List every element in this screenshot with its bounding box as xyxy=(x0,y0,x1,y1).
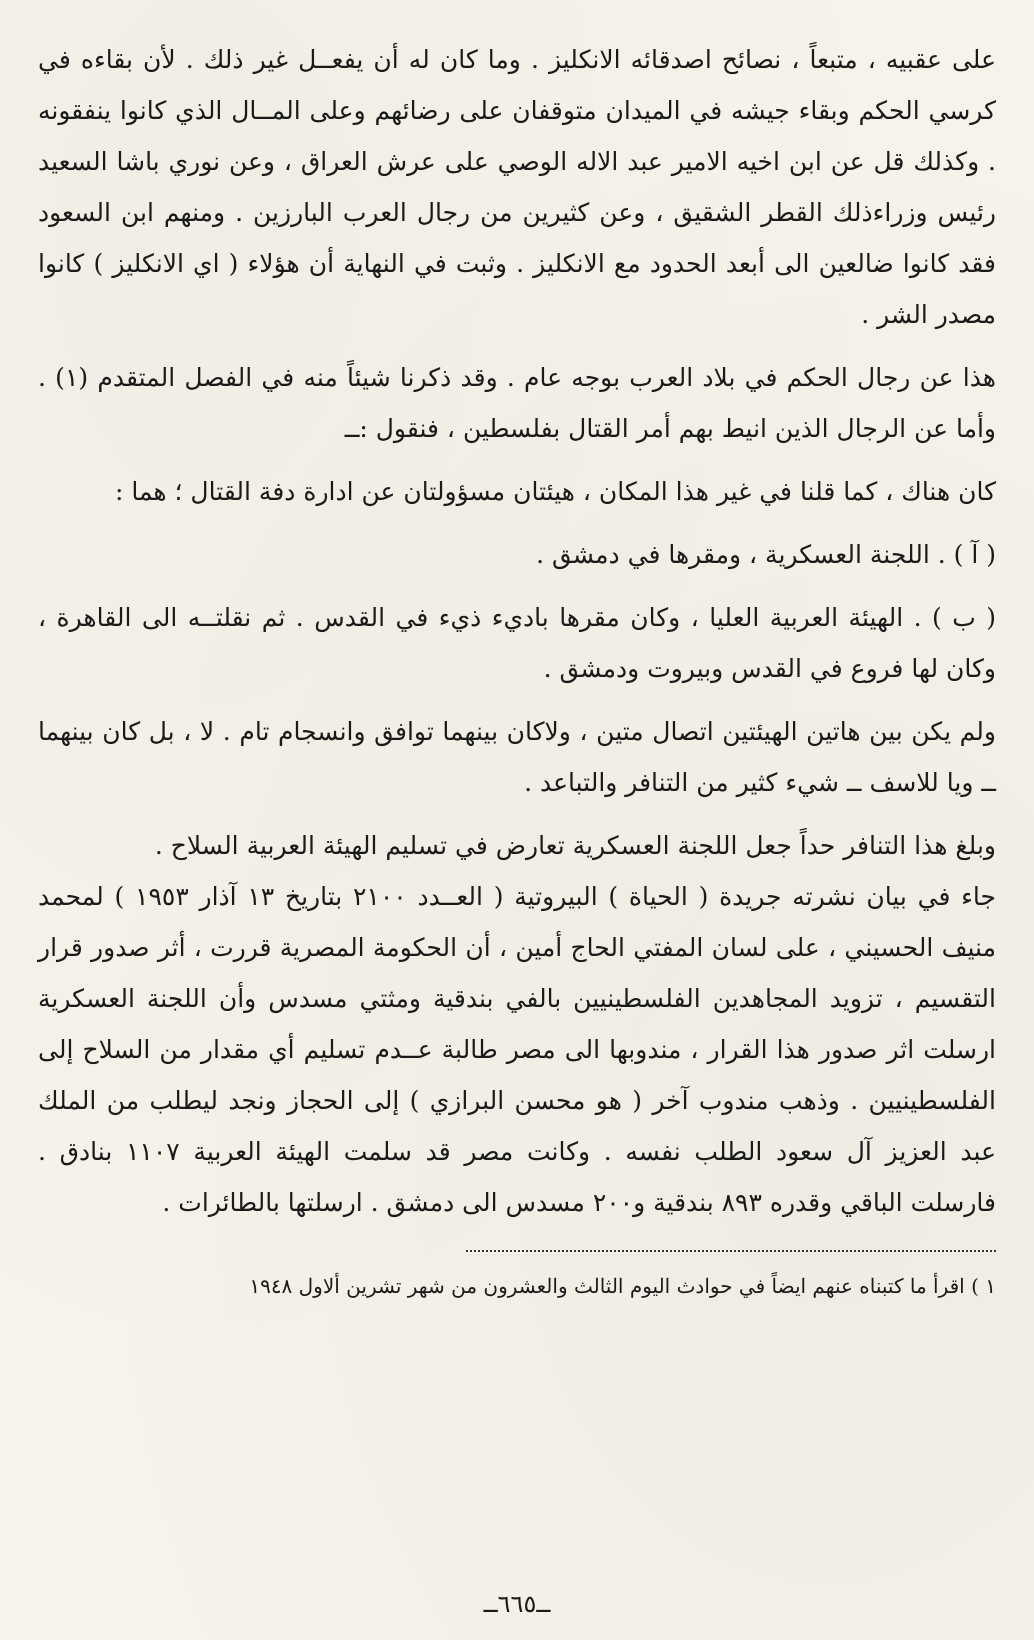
footnote-divider xyxy=(466,1250,996,1252)
paragraph-2: هذا عن رجال الحكم في بلاد العرب بوجه عام . وقد ذكرنا شيئاً منه في الفصل المتقدم (١) . وأما عن الرجال الذين انيط بهم أمر القتال بفلسطين ، فنقول :ــ xyxy=(38,363,996,443)
paragraph-8: جاء في بيان نشرته جريدة ( الحياة ) البيروتية ( العــدد ٢١٠٠ بتاريخ ١٣ آذار ١٩٥٣ ) لمحمد منيف الحسيني ، على لسان المفتي الحاج أمين ، أن الحكومة المصرية قررت ، أثر صدور قرار التقسيم ، تزويد المجاهدين الفلسطينيين بالفي بندقية ومثتي مسدس وأن اللجنة العسكرية ارسلت اثر صدور هذا القرار ، مندوبها الى مصر طالبة عــدم تسليم أي مقدار من السلاح إلى الفلسطينيين . وذهب مندوب آخر ( هو محسن البرازي ) إلى الحجاز ونجد ليطلب من الملك عبد العزيز آل سعود الطلب نفسه . وكانت مصر قد سلمت الهيئة العربية ١١٠٧ بنادق . فارسلت الباقي وقدره ٨٩٣ بندقية و٢٠٠ مسدس الى دمشق . ارسلتها بالطائرات . xyxy=(38,882,996,1217)
paragraph-7: وبلغ هذا التنافر حداً جعل اللجنة العسكرية تعارض في تسليم الهيئة العربية السلاح . xyxy=(154,831,996,860)
paragraph-5-item-b: ( ب ) . الهيئة العربية العليا ، وكان مقرها باديء ذيء في القدس . ثم نقلتــه الى القاهرة ، وكان لها فروع في القدس وبيروت ودمشق . xyxy=(38,603,996,683)
paragraph-3: كان هناك ، كما قلنا في غير هذا المكان ، هيئتان مسؤولتان عن ادارة دفة القتال ؛ هما : xyxy=(114,477,996,506)
paragraph-6: ولم يكن بين هاتين الهيئتين اتصال متين ، ولاكان بينهما توافق وانسجام تام . لا ، بل كان بينهما ــ ويا للاسف ــ شيء كثير من التنافر والتباعد . xyxy=(38,717,996,797)
body-text xyxy=(38,34,996,1228)
footnote: ١ ) اقرأ ما كتبناه عنهم ايضاً في حوادث اليوم الثالث والعشرون من شهر تشرين ألاول ١٩٤٨ xyxy=(249,1274,996,1298)
page-number: ــ٦٦٥ــ xyxy=(483,1590,551,1618)
paragraph-4-item-a: ( آ ) . اللجنة العسكرية ، ومقرها في دمشق . xyxy=(536,540,996,569)
paragraph-1: على عقبيه ، متبعاً ، نصائح اصدقائه الانكليز . وما كان له أن يفعــل غير ذلك . لأن بقاءه في كرسي الحكم وبقاء جيشه في الميدان متوقفان على رضائهم وعلى المــال الذي كانوا ينفقونه . وكذلك قل عن ابن اخيه الامير عبد الاله الوصي على عرش العراق ، وعن نوري باشا السعيد رئيس وزراءذلك القطر الشقيق ، وعن كثيرين من رجال العرب البارزين . ومنهم ابن السعود فقد كانوا ضالعين الى أبعد الحدود مع الانكليز . وثبت في النهاية أن هؤلاء ( اي الانكليز ) كانوا مصدر الشر . xyxy=(38,45,996,329)
